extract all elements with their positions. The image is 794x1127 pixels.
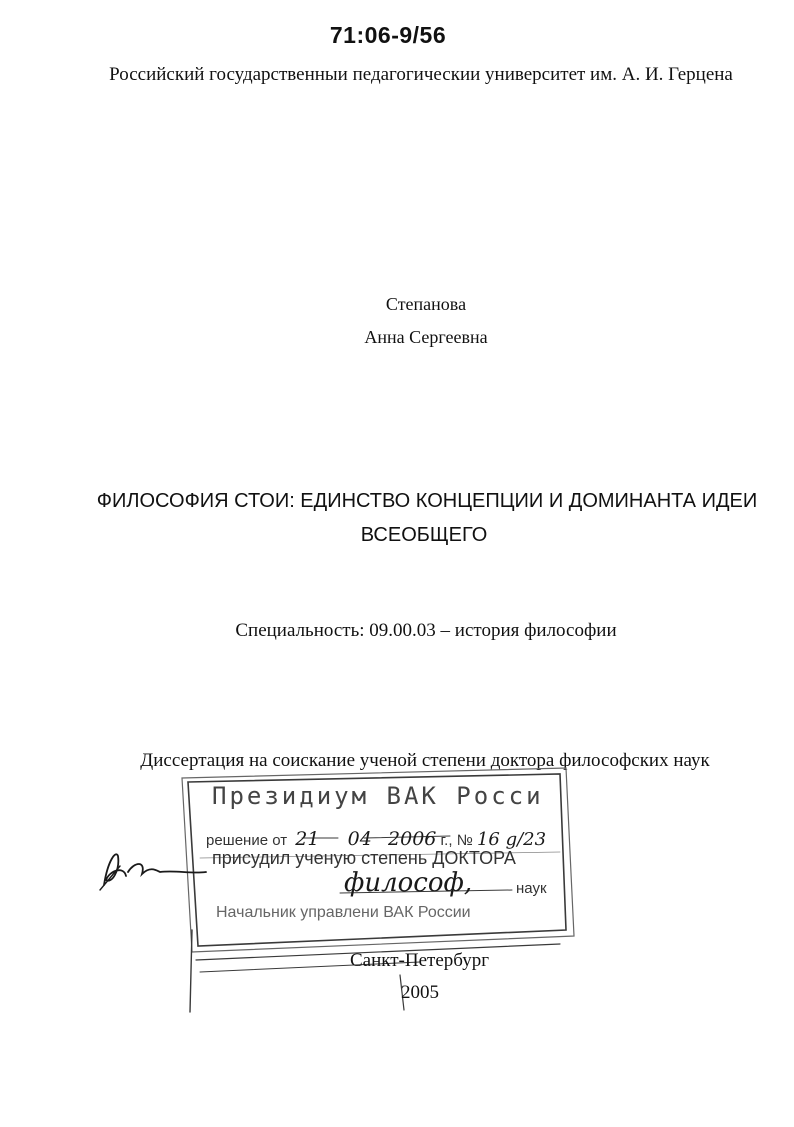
specialty-line: Специальность: 09.00.03 – история философии xyxy=(235,620,617,641)
author-given-name: Анна Сергеевна xyxy=(364,327,488,347)
university-name: Российский государственныи педагогическии университет им. А. И. Герцена xyxy=(109,64,733,85)
stamp-decision-day: 21 xyxy=(295,828,320,850)
stamp-awarded-line: присудил ученую степень ДОКТОРА xyxy=(212,848,516,868)
stamp-decision-line xyxy=(206,828,546,850)
stamp-decision-month: 04 xyxy=(347,828,372,850)
stamp-number-label: № xyxy=(456,832,473,849)
stamp-heading: Президиум ВАК Росси xyxy=(212,782,544,810)
archive-code: 71:06-9/56 xyxy=(329,22,447,48)
stamp-field-suffix: наук xyxy=(516,880,547,897)
degree-line: Диссертация на соискание ученой степени доктора философских наук xyxy=(140,750,710,771)
author-surname: Степанова xyxy=(385,294,467,314)
stamp-decision-number: 16 g/23 xyxy=(476,829,547,850)
city: Санкт-Петербург xyxy=(350,950,490,971)
stamp-decision-prefix: решение от xyxy=(206,832,288,849)
year: 2005 xyxy=(401,982,439,1003)
thesis-title-line-1: ФИЛОСОФИЯ СТОИ: ЕДИНСТВО КОНЦЕПЦИИ И ДОМИНАНТА ИДЕИ xyxy=(96,490,758,512)
stamp-field-handwritten: философ, xyxy=(344,868,473,898)
stamp-decision-g: г., xyxy=(440,832,453,849)
thesis-title-line-2: ВСЕОБЩЕГО xyxy=(360,524,488,546)
stamp-decision-year: 2006 xyxy=(388,828,437,850)
stamp-head-of-department: Начальник управлени ВАК России xyxy=(216,904,471,921)
